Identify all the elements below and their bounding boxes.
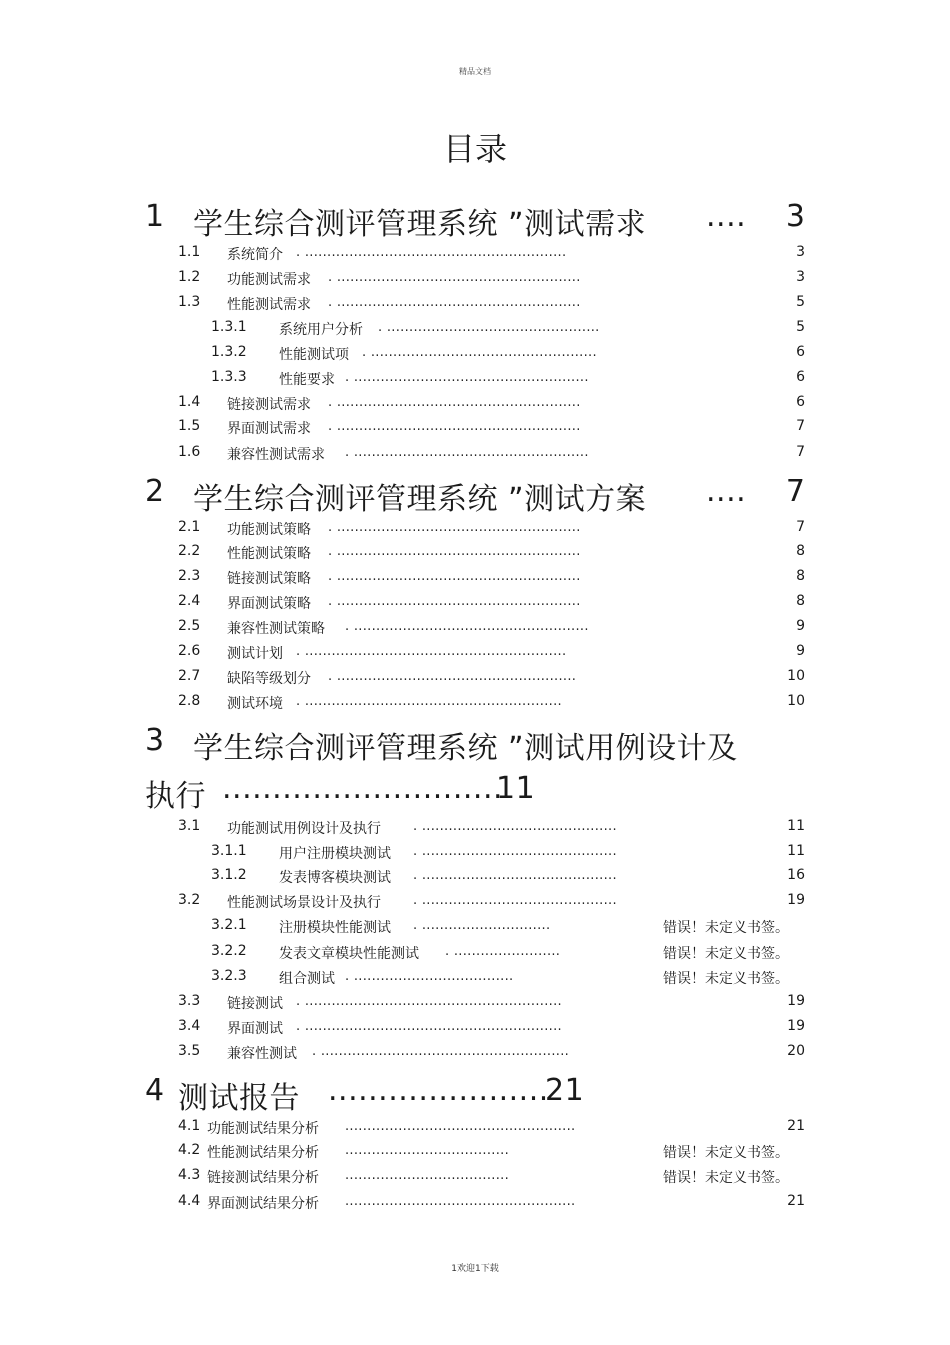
toc-entry-label[interactable]: 系统简介: [227, 247, 283, 263]
toc-entry-number: 3.2.3: [211, 968, 247, 984]
toc-entry-number: 1.6: [178, 444, 201, 460]
toc-entry-dots: . .......................................................: [328, 569, 581, 584]
toc-entry-page: 20: [787, 1043, 805, 1059]
chapter-2-number: 2: [145, 474, 165, 509]
toc-entry-page: 19: [787, 892, 805, 908]
toc-entry-number: 3.1.2: [211, 867, 247, 883]
toc-entry-page: 5: [796, 319, 805, 335]
toc-entry-dots: . .....................................................: [345, 619, 589, 634]
toc-entry-dots: . .......................................................: [328, 544, 581, 559]
toc-entry-label[interactable]: 测试环境: [227, 696, 283, 712]
toc-entry-error: 错误！未定义书签。: [663, 971, 789, 987]
toc-entry-label[interactable]: 链接测试: [227, 996, 283, 1012]
toc-entry-number: 4.4: [178, 1193, 201, 1209]
chapter-2-dots: ....: [706, 474, 747, 509]
chapter-1-dots: ....: [706, 199, 747, 234]
toc-entry-number: 1.4: [178, 394, 201, 410]
toc-entry-dots: . .......................................................: [328, 295, 581, 310]
chapter-2-page: 7: [785, 474, 805, 509]
toc-entry-number: 3.4: [178, 1018, 201, 1034]
toc-entry-number: 3.2.1: [211, 917, 247, 933]
toc-entry-label[interactable]: 用户注册模块测试: [279, 846, 391, 862]
toc-entry-number: 2.5: [178, 618, 201, 634]
toc-entry-dots: . ............................................: [413, 844, 617, 859]
chapter-4-page: 21: [545, 1073, 585, 1108]
toc-entry-page: 16: [787, 867, 805, 883]
toc-entry-dots: ....................................................: [345, 1194, 576, 1209]
toc-entry-label[interactable]: 性能测试结果分析: [207, 1145, 319, 1161]
toc-entry-label[interactable]: 兼容性测试需求: [227, 447, 325, 463]
toc-entry-label[interactable]: 功能测试结果分析: [207, 1121, 319, 1137]
toc-entry-page: 9: [796, 618, 805, 634]
toc-entry-page: 8: [796, 593, 805, 609]
toc-entry-number: 1.3.1: [211, 319, 247, 335]
toc-entry-page: 9: [796, 643, 805, 659]
toc-entry-dots: . ...........................................................: [296, 644, 567, 659]
toc-entry-label[interactable]: 发表文章模块性能测试: [279, 946, 419, 962]
toc-entry-page: 21: [787, 1118, 805, 1134]
toc-entry-page: 8: [796, 543, 805, 559]
toc-entry-dots: . ............................................: [413, 893, 617, 908]
toc-entry-dots: . ............................................: [413, 819, 617, 834]
toc-entry-label[interactable]: 链接测试策略: [227, 571, 311, 587]
toc-entry-number: 4.3: [178, 1167, 201, 1183]
toc-entry-page: 7: [796, 519, 805, 535]
toc-entry-error: 错误！未定义书签。: [663, 946, 789, 962]
toc-entry-label[interactable]: 性能测试需求: [227, 297, 311, 313]
chapter-3-title-cont[interactable]: 执行: [145, 779, 206, 814]
toc-entry-label[interactable]: 界面测试需求: [227, 421, 311, 437]
chapter-3-title[interactable]: 学生综合测评管理系统 ”测试用例设计及: [193, 731, 738, 766]
toc-entry-dots: . ......................................................: [328, 669, 577, 684]
toc-entry-page: 6: [796, 344, 805, 360]
toc-entry-page: 3: [796, 244, 805, 260]
toc-entry-page: 19: [787, 993, 805, 1009]
toc-entry-dots: . ........................................................: [312, 1044, 570, 1059]
toc-entry-label[interactable]: 兼容性测试: [227, 1046, 297, 1062]
toc-entry-dots: . .......................................................: [328, 419, 581, 434]
toc-entry-page: 3: [796, 269, 805, 285]
toc-entry-label[interactable]: 界面测试: [227, 1021, 283, 1037]
toc-entry-page: 10: [787, 668, 805, 684]
toc-entry-number: 2.1: [178, 519, 201, 535]
toc-entry-number: 2.7: [178, 668, 201, 684]
toc-entry-number: 3.3: [178, 993, 201, 1009]
toc-entry-dots: . ............................................: [413, 868, 617, 883]
chapter-4-number: 4: [145, 1073, 165, 1108]
toc-entry-number: 1.5: [178, 418, 201, 434]
toc-entry-label[interactable]: 系统用户分析: [279, 322, 363, 338]
toc-entry-label[interactable]: 功能测试用例设计及执行: [227, 821, 381, 837]
toc-entry-number: 3.5: [178, 1043, 201, 1059]
toc-entry-label[interactable]: 性能测试项: [279, 347, 349, 363]
toc-entry-number: 2.3: [178, 568, 201, 584]
toc-entry-dots: . .............................: [413, 918, 551, 933]
toc-entry-number: 2.2: [178, 543, 201, 559]
toc-entry-number: 2.8: [178, 693, 201, 709]
toc-entry-number: 4.2: [178, 1142, 201, 1158]
toc-entry-number: 1.3.3: [211, 369, 247, 385]
toc-entry-page: 10: [787, 693, 805, 709]
toc-entry-label[interactable]: 缺陷等级划分: [227, 671, 311, 687]
toc-entry-dots: . .....................................................: [345, 370, 589, 385]
toc-entry-dots: . ................................................: [378, 320, 600, 335]
chapter-3-page: 11: [496, 771, 536, 806]
toc-entry-label[interactable]: 组合测试: [279, 971, 335, 987]
toc-entry-page: 7: [796, 418, 805, 434]
toc-entry-label[interactable]: 链接测试结果分析: [207, 1170, 319, 1186]
toc-entry-page: 8: [796, 568, 805, 584]
toc-entry-dots: . .......................................................: [328, 270, 581, 285]
toc-entry-dots: ....................................................: [345, 1119, 576, 1134]
toc-entry-number: 3.1.1: [211, 843, 247, 859]
toc-entry-label[interactable]: 性能测试场景设计及执行: [227, 895, 381, 911]
chapter-3-number: 3: [145, 723, 165, 758]
toc-entry-label[interactable]: 功能测试策略: [227, 522, 311, 538]
chapter-1-title[interactable]: 学生综合测评管理系统 ”测试需求: [193, 207, 647, 242]
toc-entry-dots: . ...................................................: [362, 345, 597, 360]
toc-entry-label[interactable]: 功能测试需求: [227, 272, 311, 288]
toc-entry-dots: . .......................................................: [328, 395, 581, 410]
chapter-1-page: 3: [785, 199, 805, 234]
toc-entry-page: 6: [796, 394, 805, 410]
toc-entry-number: 3.1: [178, 818, 201, 834]
toc-entry-label[interactable]: 测试计划: [227, 646, 283, 662]
toc-entry-dots: . ..........................................................: [296, 994, 562, 1009]
toc-entry-label[interactable]: 链接测试需求: [227, 397, 311, 413]
toc-entry-page: 6: [796, 369, 805, 385]
toc-entry-label[interactable]: 发表博客模块测试: [279, 870, 391, 886]
toc-entry-page: 5: [796, 294, 805, 310]
toc-entry-label[interactable]: 界面测试结果分析: [207, 1196, 319, 1212]
toc-entry-page: 7: [796, 444, 805, 460]
toc-entry-dots: .....................................: [345, 1168, 509, 1183]
toc-entry-error: 错误！未定义书签。: [663, 1145, 789, 1161]
toc-entry-error: 错误！未定义书签。: [663, 920, 789, 936]
toc-entry-dots: . ........................: [445, 944, 561, 959]
toc-entry-label[interactable]: 性能要求: [279, 372, 335, 388]
toc-entry-number: 1.1: [178, 244, 201, 260]
toc-entry-dots: .....................................: [345, 1143, 509, 1158]
toc-entry-label[interactable]: 注册模块性能测试: [279, 920, 391, 936]
toc-entry-dots: . ..........................................................: [296, 1019, 562, 1034]
toc-title: 目录: [442, 130, 507, 168]
page-header: 精品文档: [459, 67, 491, 76]
chapter-1-number: 1: [145, 199, 165, 234]
toc-entry-number: 4.1: [178, 1118, 201, 1134]
toc-entry-number: 3.2.2: [211, 943, 247, 959]
chapter-4-dots: ......................: [328, 1073, 549, 1108]
chapter-2-title[interactable]: 学生综合测评管理系统 ”测试方案: [193, 482, 647, 517]
toc-entry-label[interactable]: 兼容性测试策略: [227, 621, 325, 637]
toc-entry-page: 11: [787, 818, 805, 834]
chapter-3-dots: ............................: [222, 771, 504, 806]
toc-entry-number: 2.4: [178, 593, 201, 609]
toc-entry-number: 1.2: [178, 269, 201, 285]
toc-entry-page: 11: [787, 843, 805, 859]
chapter-4-title[interactable]: 测试报告: [178, 1081, 300, 1116]
toc-entry-label[interactable]: 性能测试策略: [227, 546, 311, 562]
toc-entry-dots: . .....................................................: [345, 445, 589, 460]
toc-entry-dots: . .......................................................: [328, 520, 581, 535]
toc-entry-number: 2.6: [178, 643, 201, 659]
toc-entry-dots: . .......................................................: [328, 594, 581, 609]
toc-entry-dots: . ..........................................................: [296, 694, 562, 709]
page-footer: 1欢迎1下载: [451, 1264, 499, 1274]
toc-entry-label[interactable]: 界面测试策略: [227, 596, 311, 612]
toc-entry-page: 21: [787, 1193, 805, 1209]
toc-entry-dots: . ...........................................................: [296, 245, 567, 260]
toc-entry-number: 1.3.2: [211, 344, 247, 360]
toc-entry-number: 1.3: [178, 294, 201, 310]
toc-entry-dots: . ....................................: [345, 969, 514, 984]
toc-entry-error: 错误！未定义书签。: [663, 1170, 789, 1186]
toc-entry-number: 3.2: [178, 892, 201, 908]
toc-entry-page: 19: [787, 1018, 805, 1034]
